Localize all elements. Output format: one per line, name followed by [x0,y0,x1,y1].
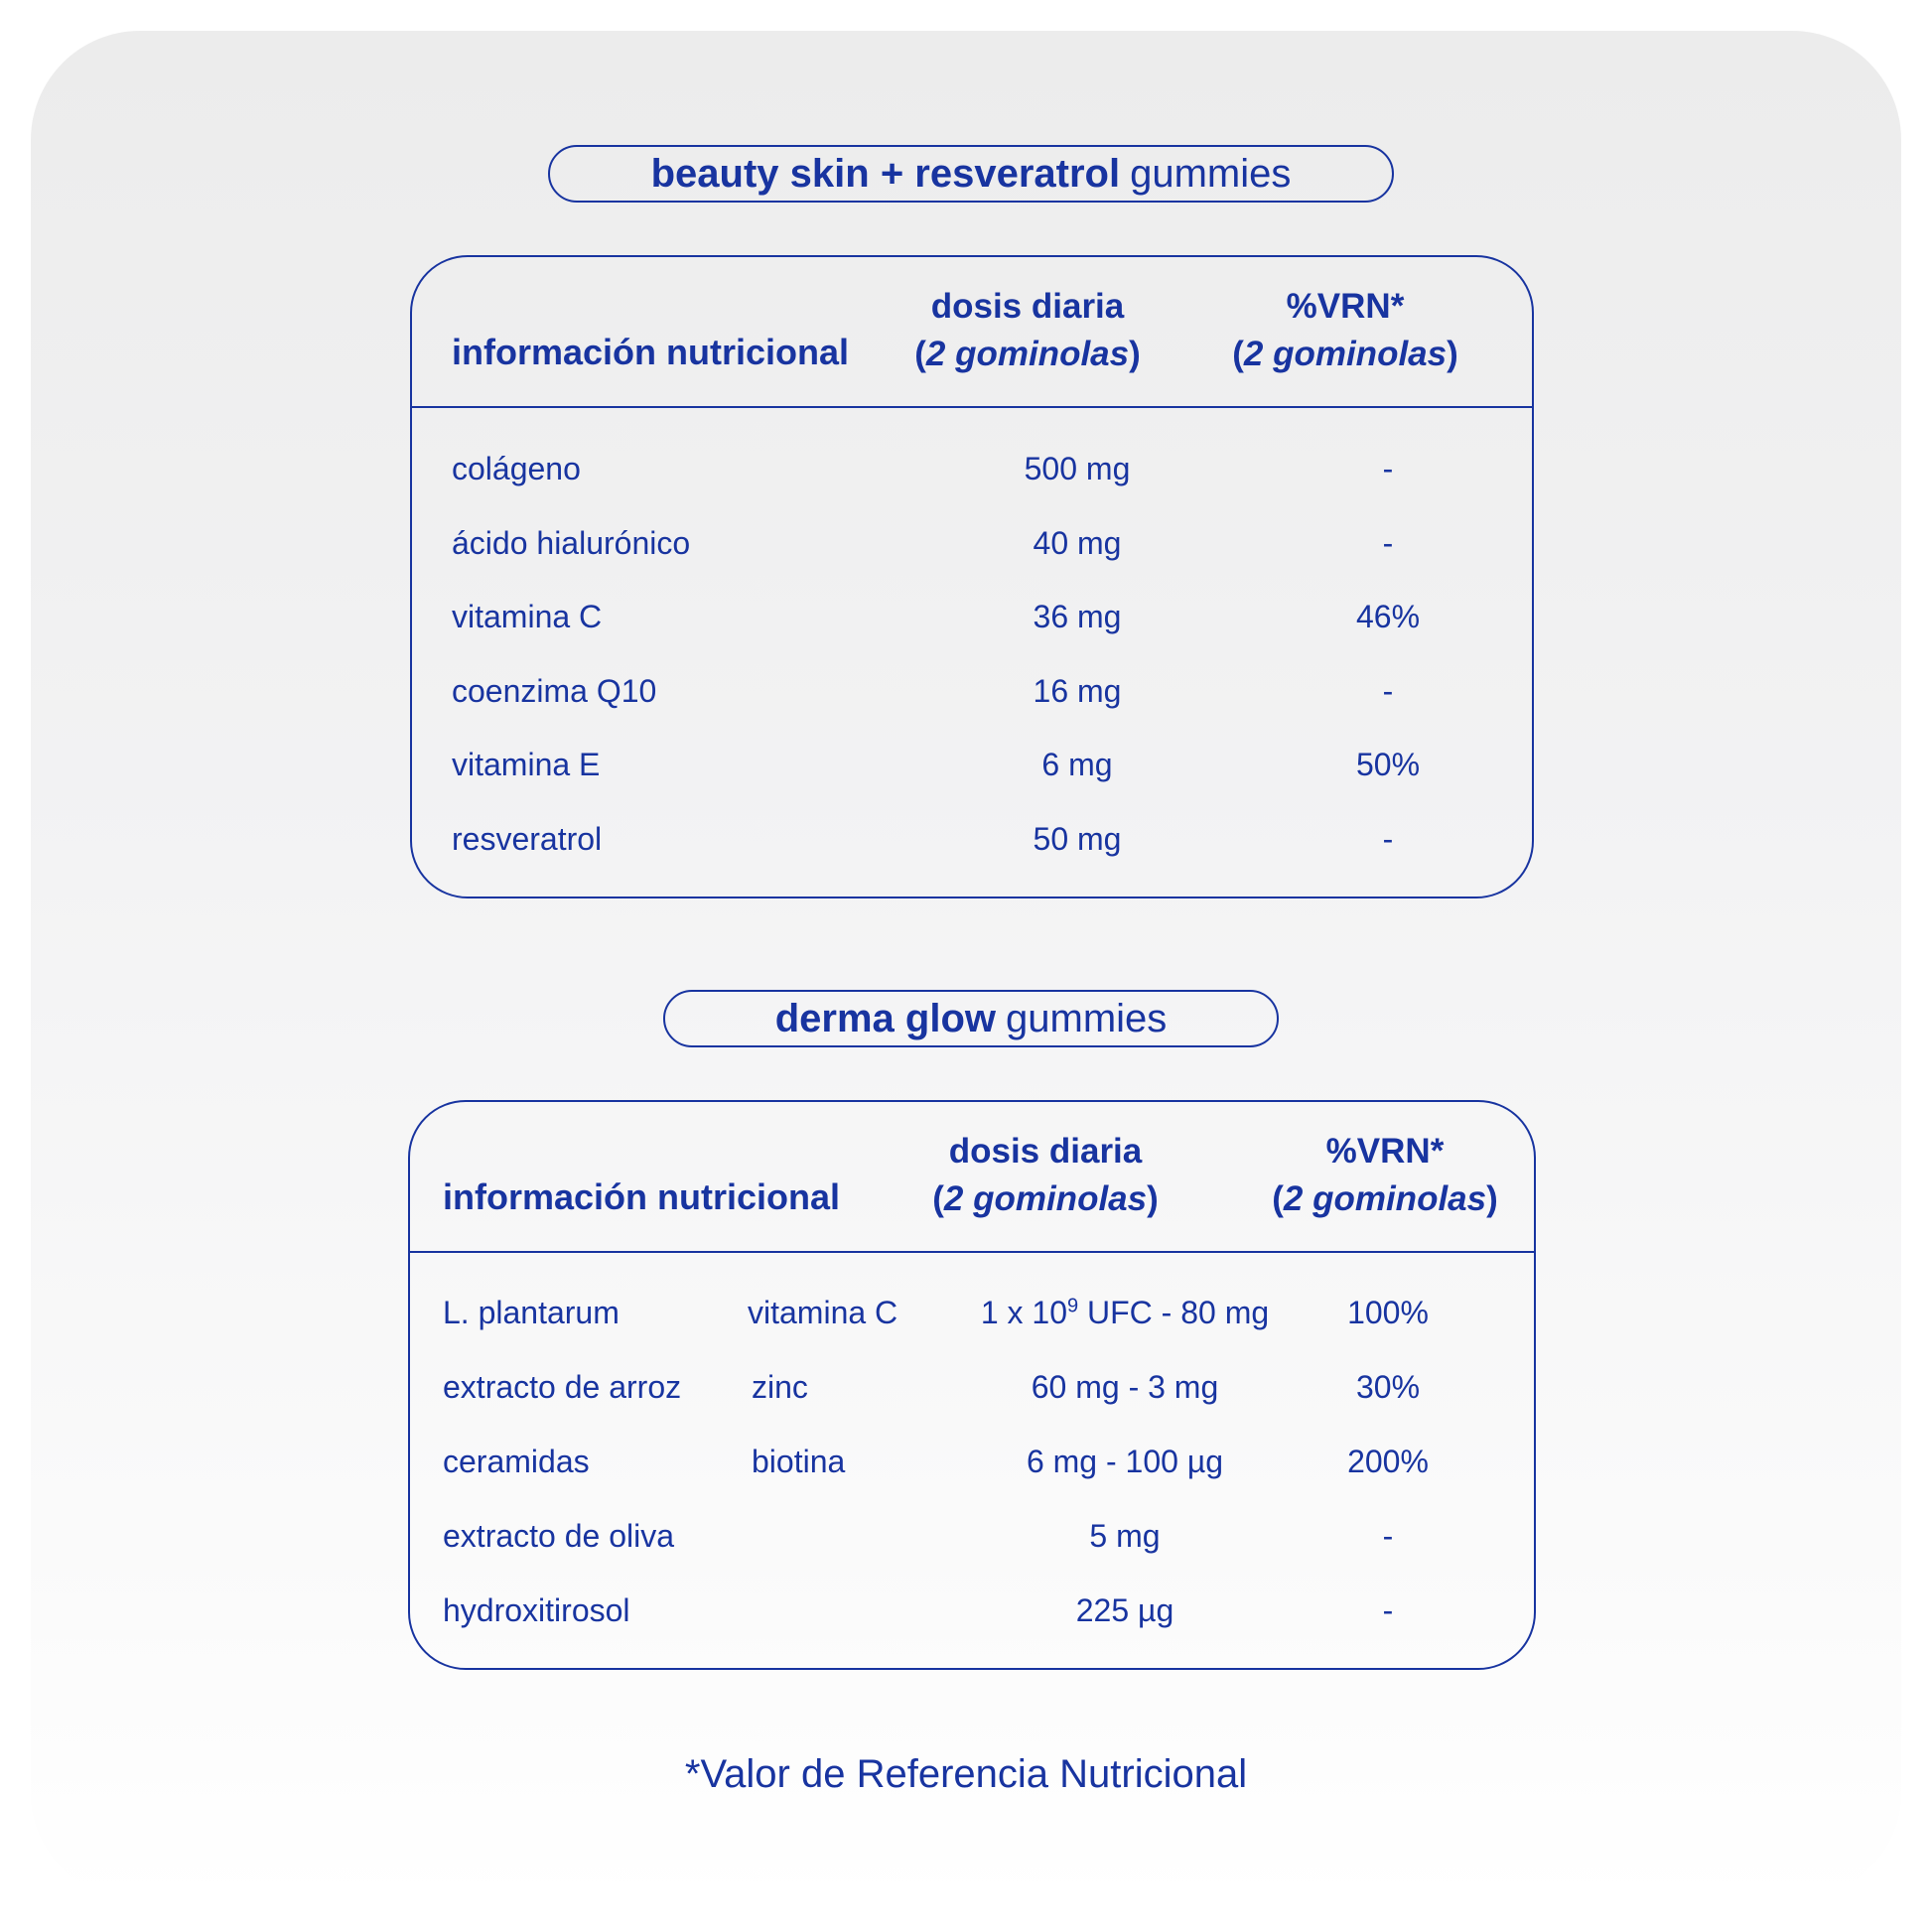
row-dose: 225 µg [1075,1592,1174,1628]
footnote: *Valor de Referencia Nutricional [684,1752,1248,1796]
table-row [412,513,1532,573]
table-row [412,661,1532,721]
product-title-light: gummies [1130,151,1292,196]
product-title-bold: derma glow [774,996,996,1040]
row-dose: 60 mg - 3 mg [1031,1369,1219,1405]
row-name: coenzima Q10 [452,673,657,709]
header-vrn-line1: %VRN* [1325,1132,1445,1171]
header-dose [892,1128,1199,1223]
row-vrn: 30% [1355,1369,1421,1405]
table-row [410,1283,1534,1342]
table-row [412,439,1532,498]
row-vrn: - [1382,1518,1394,1554]
row-name: L. plantarum [443,1295,620,1330]
header-vrn-line2: (2 gominolas) [1272,1179,1498,1218]
header-dose-line2: (2 gominolas) [932,1179,1159,1218]
row-name2: vitamina C [748,1295,898,1330]
row-name2: biotina [752,1444,846,1479]
row-vrn: - [1382,1592,1394,1628]
row-name: extracto de oliva [443,1518,675,1554]
row-name: extracto de arroz [443,1369,682,1405]
header-info-label: información nutricional [443,1176,841,1217]
row-vrn: - [1382,525,1394,561]
row-vrn: 50% [1355,747,1421,782]
row-vrn: 200% [1347,1444,1429,1479]
header-dose-line2: (2 gominolas) [914,335,1141,373]
row-name: ácido hialurónico [452,525,691,561]
row-name: vitamina C [452,599,603,634]
header-info-label: información nutricional [452,332,850,372]
row-vrn: - [1382,673,1394,709]
row-dose: 6 mg [1041,747,1113,782]
table-row [410,1581,1534,1640]
table-header [412,257,1532,408]
row-name: resveratrol [452,821,603,857]
product-title-light: gummies [1006,996,1168,1040]
nutrition-table [410,255,1534,898]
table-row [410,1506,1534,1566]
row-name2: zinc [752,1369,808,1405]
header-vrn-line1: %VRN* [1286,287,1405,326]
row-vrn: - [1382,451,1394,486]
table-row [412,809,1532,869]
row-vrn: 100% [1347,1295,1429,1330]
row-name: ceramidas [443,1444,590,1479]
row-name: hydroxitirosol [443,1592,630,1628]
row-dose: 50 mg [1033,821,1122,857]
product-title-bold: beauty skin + resveratrol [650,151,1121,196]
table-row [410,1432,1534,1491]
table-header [410,1102,1534,1253]
header-vrn [1236,1128,1534,1223]
row-dose: 6 mg - 100 µg [1026,1444,1224,1479]
row-dose: 1 x $10^9$ UFC - 80 mg [980,1295,1270,1330]
row-name: vitamina E [452,747,601,782]
product-title-pill [663,990,1279,1047]
header-vrn-line2: (2 gominolas) [1232,335,1458,373]
row-vrn: 46% [1355,599,1421,634]
header-dose-line1: dosis diaria [930,287,1125,326]
header-dose-line1: dosis diaria [948,1132,1143,1171]
header-dose [879,283,1176,378]
row-dose: 36 mg [1033,599,1122,634]
row-vrn: - [1382,821,1394,857]
row-dose: 500 mg [1024,451,1131,486]
product-title-pill [548,145,1394,203]
table-row [412,587,1532,646]
nutrition-table [408,1100,1536,1670]
header-vrn [1196,283,1494,378]
row-dose: 5 mg [1089,1518,1161,1554]
table-row [412,735,1532,794]
row-name: colágeno [452,451,581,486]
row-dose: 40 mg [1033,525,1122,561]
row-dose: 16 mg [1033,673,1122,709]
table-row [410,1357,1534,1417]
